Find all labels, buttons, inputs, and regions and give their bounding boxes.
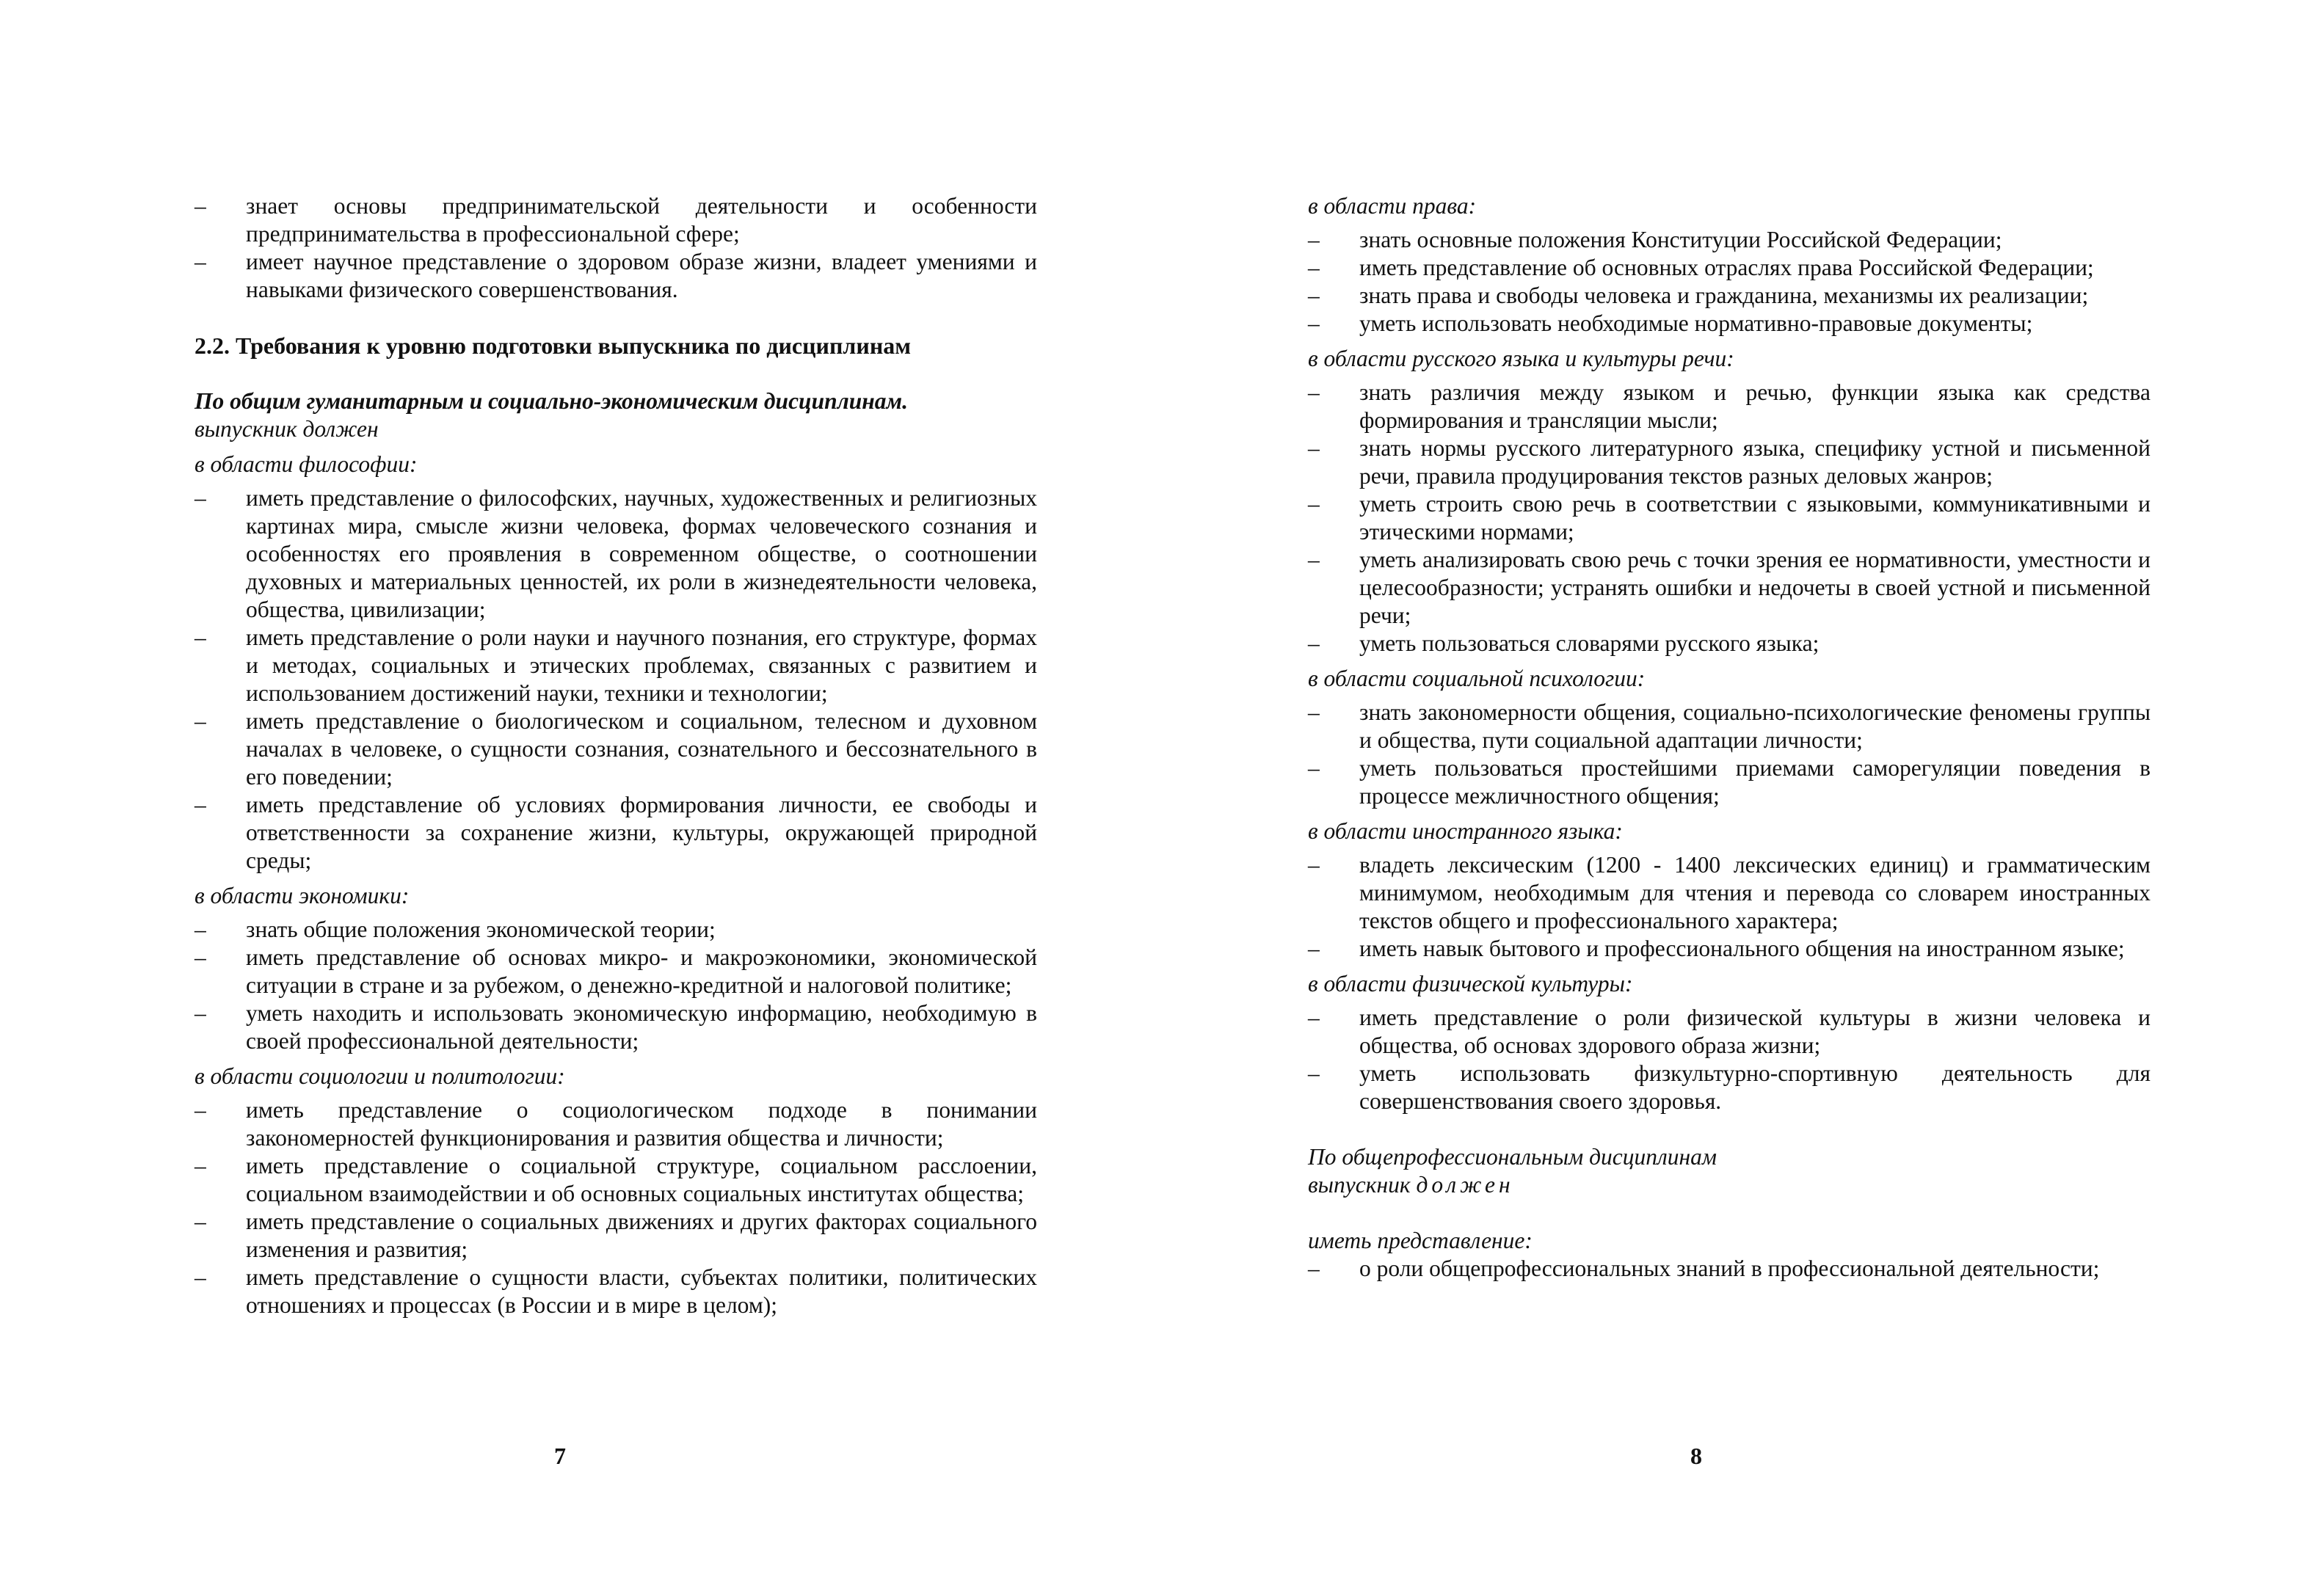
list-item: – имеет научное представление о здоровом образе жизни, владеет умениями и навыками физического совершенствования. bbox=[195, 248, 1037, 304]
subsection-title-russian: в области русского языка и культуры речи: bbox=[1308, 346, 1734, 371]
list-item: – уметь использовать необходимые нормативно-правовые документы; bbox=[1308, 310, 2151, 338]
list-item: – иметь представление о социологическом подходе в понимании закономерностей функционирования и развития общества и личности; bbox=[195, 1096, 1037, 1152]
list-item: – иметь представление об условиях формирования личности, ее свободы и ответственности за сохранение жизни, культуры, окружающей природной среды; bbox=[195, 791, 1037, 875]
list-item: – иметь представление о биологическом и социальном, телесном и духовном началах в человеке, о сущности сознания, сознательного и бессознательного в его поведении; bbox=[195, 707, 1037, 791]
subsection-title-social-psychology: в области социальной психологии: bbox=[1308, 666, 1646, 691]
group-subtitle-emphasis: должен bbox=[1416, 1172, 1514, 1198]
subsection-title-philosophy: в области философии: bbox=[195, 451, 418, 477]
list-item: – знать общие положения экономической теории; bbox=[195, 916, 1037, 944]
subsection-title-economics: в области экономики: bbox=[195, 883, 410, 908]
section-title: 2.2. Требования к уровню подготовки выпускника по дисциплинам bbox=[195, 332, 912, 359]
list-item: – знать нормы русского литературного языка, специфику устной и письменной речи, правила продуцирования текстов разных деловых жанров; bbox=[1308, 434, 2151, 490]
list-item: – уметь находить и использовать экономическую информацию, необходимую в своей профессиональной деятельности; bbox=[195, 999, 1037, 1055]
group-title: По общим гуманитарным и социально-экономическим дисциплинам. bbox=[195, 388, 908, 414]
left-column bbox=[195, 192, 1037, 1319]
list-item: – знать основные положения Конституции Российской Федерации; bbox=[1308, 226, 2151, 254]
list-item: – иметь представление о сущности власти, субъектах политики, политических отношениях и процессах (в России и в мире в целом); bbox=[195, 1264, 1037, 1319]
group-subtitle-emphasis: должен bbox=[302, 416, 379, 442]
list-item: – знать права и свободы человека и гражданина, механизмы их реализации; bbox=[1308, 282, 2151, 310]
list-item: – иметь навык бытового и профессионального общения на иностранном языке; bbox=[1308, 935, 2151, 963]
list-item: – знает основы предпринимательской деятельности и особенности предпринимательства в профессиональной сфере; bbox=[195, 192, 1037, 248]
list-item: – уметь использовать физкультурно-спортивную деятельность для совершенствования своего здоровья. bbox=[1308, 1060, 2151, 1115]
list-item: – иметь представление о социальных движениях и других факторах социального изменения и развития; bbox=[195, 1208, 1037, 1264]
list-item: – иметь представление о роли физической культуры в жизни человека и общества, об основах здорового образа жизни; bbox=[1308, 1004, 2151, 1060]
list-item: – владеть лексическим (1200 - 1400 лексических единиц) и грамматическим минимумом, необходимым для чтения и перевода со словарем иностранных текстов общего и профессионального характера; bbox=[1308, 851, 2151, 935]
list-item: – иметь представление о философских, научных, художественных и религиозных картинах мира, смысле жизни человека, формах человеческого сознания и особенностях его проявления в современном обществе, о соотношении духовных и материальных ценностей, их роли в жизнедеятельности человека, общества, цивилизации; bbox=[195, 484, 1037, 624]
group-subtitle bbox=[195, 415, 1037, 443]
right-page bbox=[1156, 0, 2312, 1596]
list-item: – о роли общепрофессиональных знаний в профессиональной деятельности; bbox=[1308, 1255, 2151, 1283]
group-subtitle-prefix: выпускник bbox=[1308, 1172, 1417, 1198]
page-number: 8 bbox=[1690, 1443, 1702, 1469]
subsection-title-sociology: в области социологии и политологии: bbox=[195, 1063, 565, 1089]
list-item: – иметь представление о социальной структуре, социальном расслоении, социальном взаимодействии и об основных социальных институтах общества; bbox=[195, 1152, 1037, 1208]
list-item: – уметь пользоваться простейшими приемами саморегуляции поведения в процессе межличностного общения; bbox=[1308, 754, 2151, 810]
right-column bbox=[1308, 192, 2151, 1283]
top-list bbox=[195, 192, 1037, 304]
list-item: – иметь представление об основах микро- и макроэкономики, экономической ситуации в стране и за рубежом, о денежно-кредитной и налоговой политике; bbox=[195, 944, 1037, 999]
list-item: – знать различия между языком и речью, функции языка как средства формирования и трансляции мысли; bbox=[1308, 379, 2151, 434]
subsection-title-foreign-language: в области иностранного языка: bbox=[1308, 818, 1623, 844]
page-number: 7 bbox=[554, 1443, 566, 1469]
subsection-title-physical-culture: в области физической культуры: bbox=[1308, 971, 1633, 996]
subsection-title-represent: иметь представление: bbox=[1308, 1228, 1533, 1253]
list-item: – иметь представление об основных отраслях права Российской Федерации; bbox=[1308, 254, 2151, 282]
list-item: – знать закономерности общения, социально-психологические феномены группы и общества, пути социальной адаптации личности; bbox=[1308, 699, 2151, 754]
list-item: – уметь анализировать свою речь с точки зрения ее нормативности, уместности и целесообразности; устранять ошибки и недочеты в своей устной и письменной речи; bbox=[1308, 546, 2151, 630]
list-item: – уметь строить свою речь в соответствии с языковыми, коммуникативными и этическими нормами; bbox=[1308, 490, 2151, 546]
group-subtitle-prefix: выпускник bbox=[195, 416, 303, 442]
list-item: – иметь представление о роли науки и научного познания, его структуре, формах и методах, социальных и этических проблемах, связанных с развитием и использованием достижений науки, техники и технологии; bbox=[195, 624, 1037, 707]
list-item: – уметь пользоваться словарями русского языка; bbox=[1308, 630, 2151, 657]
group-title: По общепрофессиональным дисциплинам bbox=[1308, 1144, 1717, 1170]
group-subtitle bbox=[1308, 1171, 2151, 1199]
subsection-title-law: в области права: bbox=[1308, 193, 1477, 219]
